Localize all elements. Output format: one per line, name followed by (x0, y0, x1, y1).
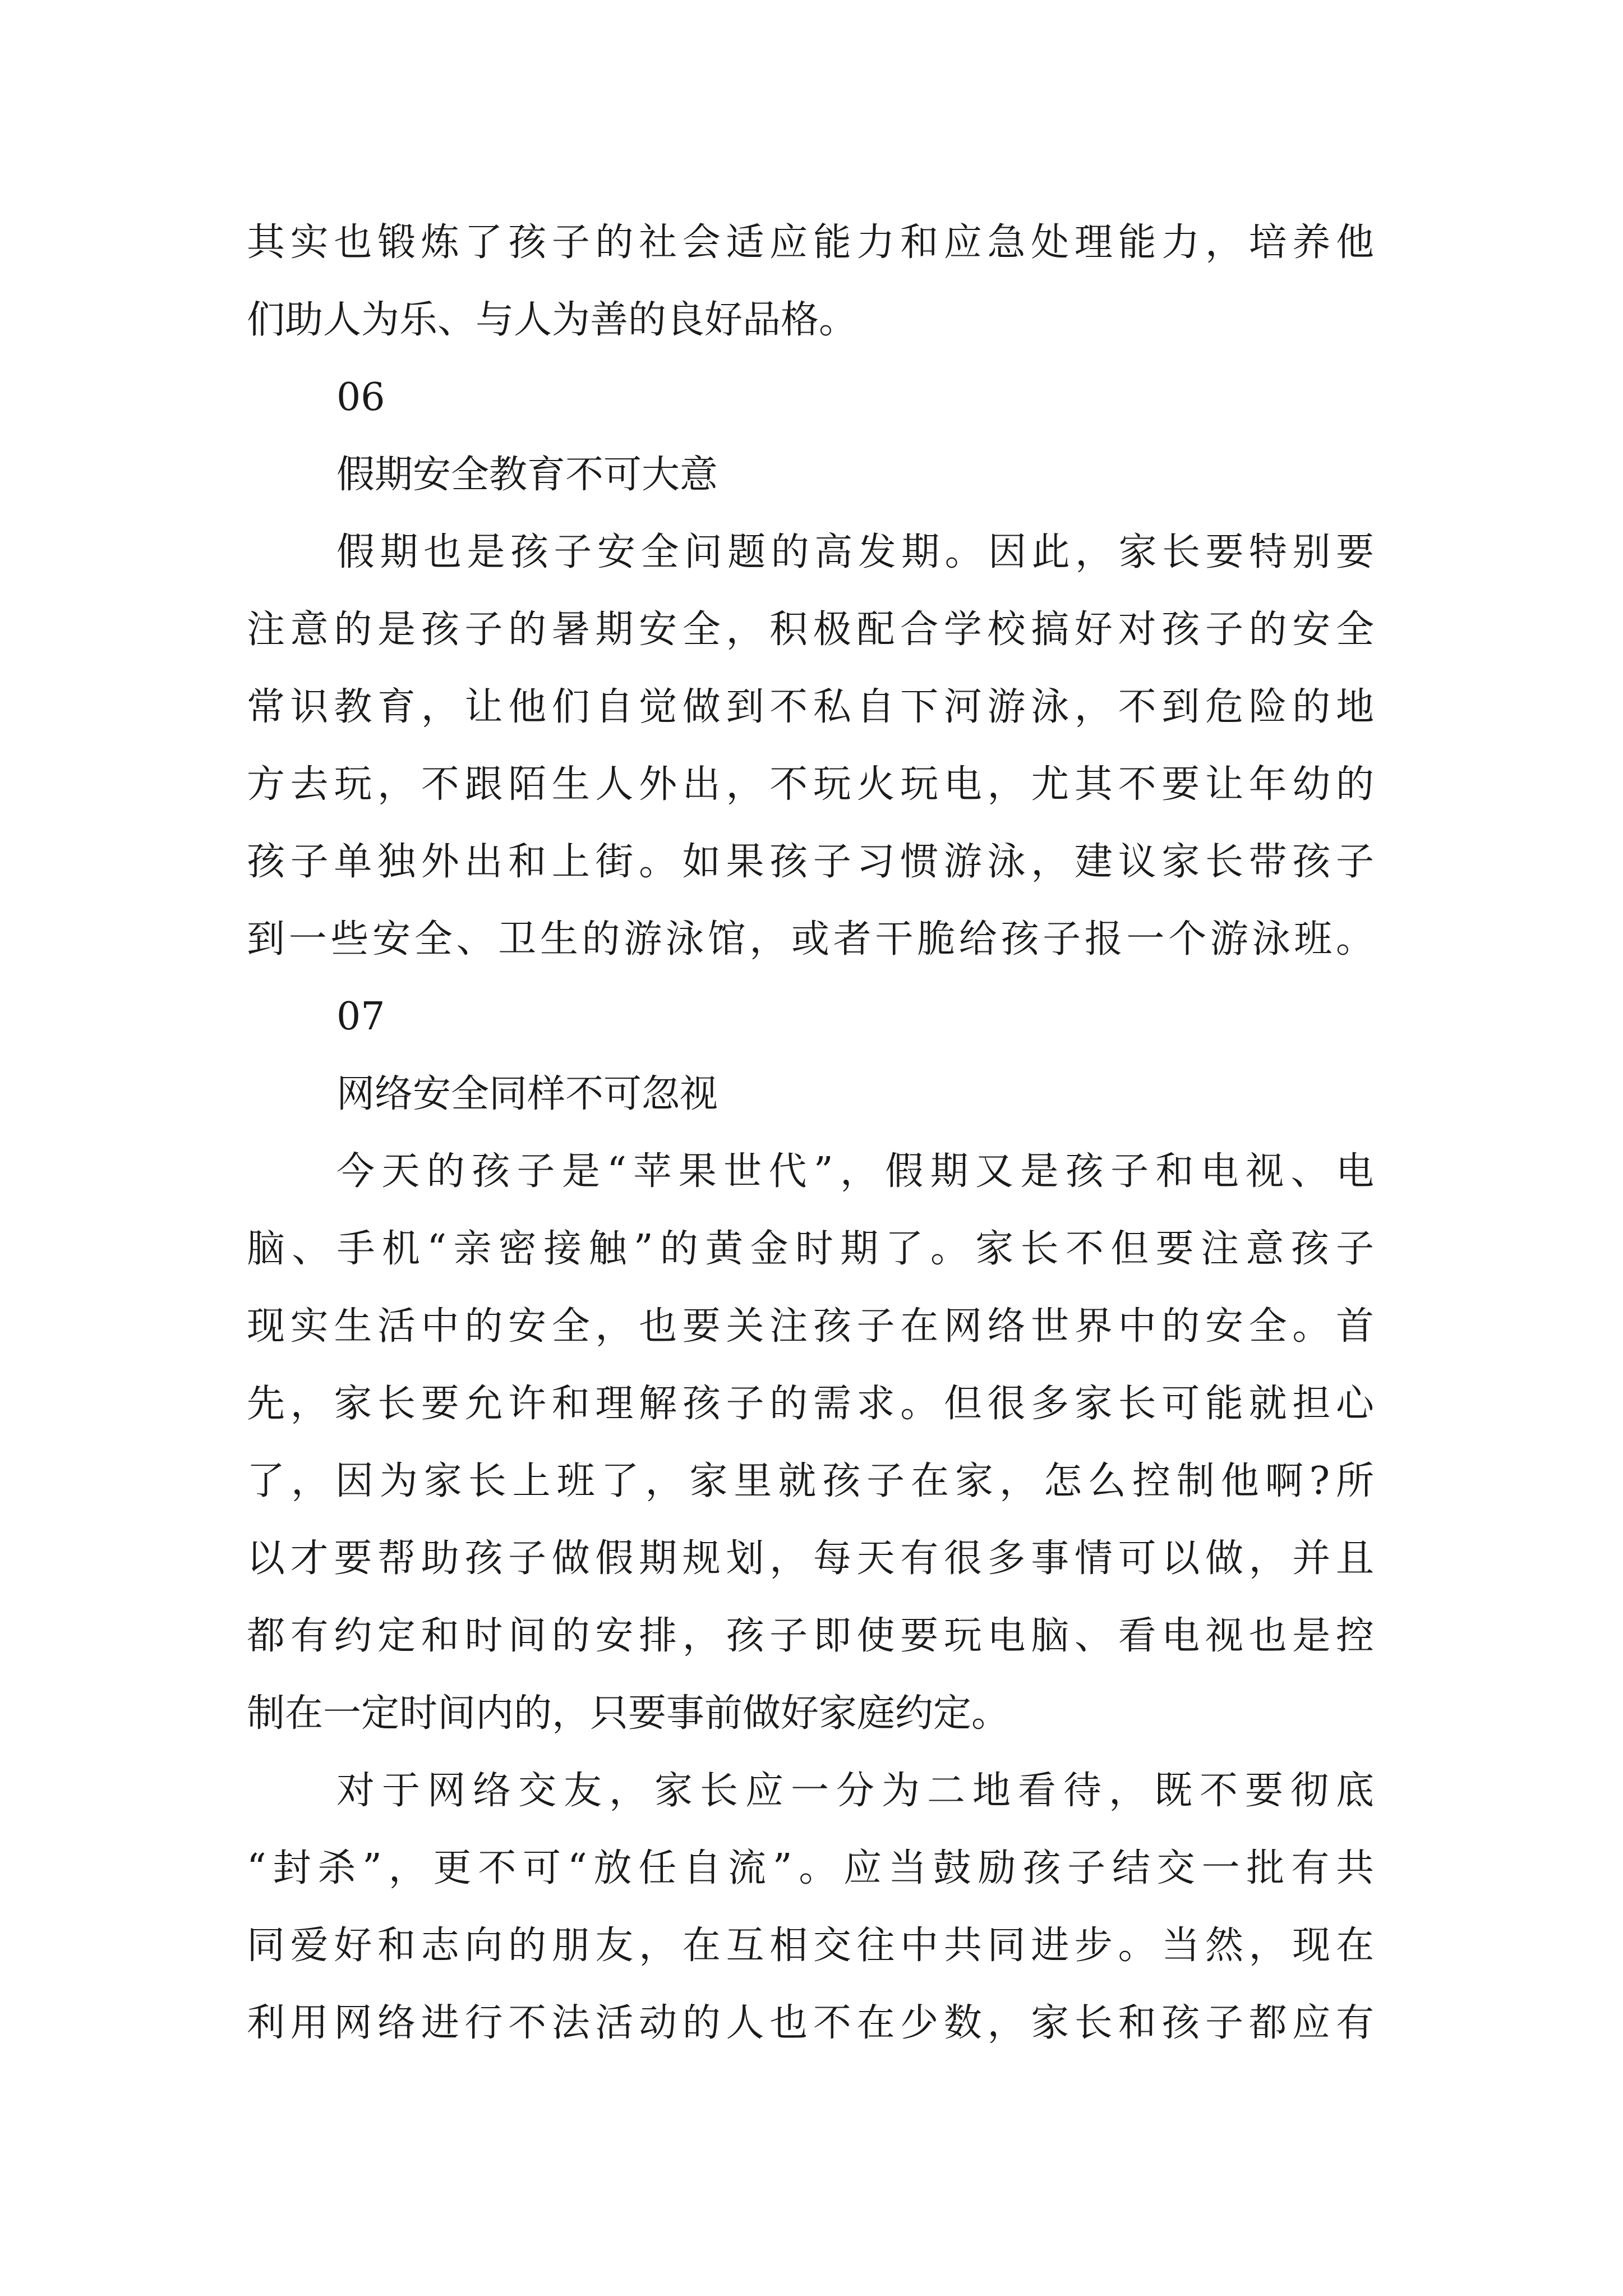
text-line: 以才要帮助孩子做假期规划，每天有很多事情可以做，并且 (247, 1536, 1374, 1581)
text-line: 脑、手机“亲密接触”的黄金时期了。家长不但要注意孩子 (247, 1227, 1374, 1271)
text-line: 同爱好和志向的朋友，在互相交往中共同进步。当然，现在 (247, 1924, 1374, 1968)
section-number: 07 (336, 995, 385, 1039)
text-line: 利用网络进行不法活动的人也不在少数，家长和孩子都应有 (247, 2001, 1374, 2045)
text-line: 们助人为乐、与人为善的良好品格。 (247, 298, 857, 342)
text-line: “封杀”，更不可“放任自流”。应当鼓励孩子结交一批有共 (247, 1846, 1374, 1890)
text-line: 先，家长要允许和理解孩子的需求。但很多家长可能就担心 (247, 1382, 1374, 1426)
text-line: 假期也是孩子安全问题的高发期。因此，家长要特别要 (336, 530, 1374, 574)
section-heading: 网络安全同样不可忽视 (336, 1072, 718, 1116)
text-line: 对于网络交友，家长应一分为二地看待，既不要彻底 (336, 1769, 1374, 1813)
section-number: 06 (336, 375, 385, 420)
section-heading: 假期安全教育不可大意 (336, 453, 718, 497)
text-line: 制在一定时间内的，只要事前做好家庭约定。 (247, 1691, 1010, 1736)
text-line: 注意的是孩子的暑期安全，积极配合学校搞好对孩子的安全 (247, 608, 1374, 652)
text-line: 了，因为家长上班了，家里就孩子在家，怎么控制他啊?所 (247, 1459, 1374, 1503)
text-line: 常识教育，让他们自觉做到不私自下河游泳，不到危险的地 (247, 685, 1374, 729)
text-line: 方去玩，不跟陌生人外出，不玩火玩电，尤其不要让年幼的 (247, 762, 1374, 807)
text-line: 现实生活中的安全，也要关注孩子在网络世界中的安全。首 (247, 1304, 1374, 1349)
text-line: 孩子单独外出和上街。如果孩子习惯游泳，建议家长带孩子 (247, 840, 1374, 884)
text-line: 其实也锻炼了孩子的社会适应能力和应急处理能力，培养他 (247, 220, 1374, 265)
text-line: 今天的孩子是“苹果世代”，假期又是孩子和电视、电 (336, 1149, 1374, 1194)
text-line: 到一些安全、卫生的游泳馆，或者干脆给孩子报一个游泳班。 (247, 917, 1374, 961)
text-line: 都有约定和时间的安排，孩子即使要玩电脑、看电视也是控 (247, 1614, 1374, 1658)
